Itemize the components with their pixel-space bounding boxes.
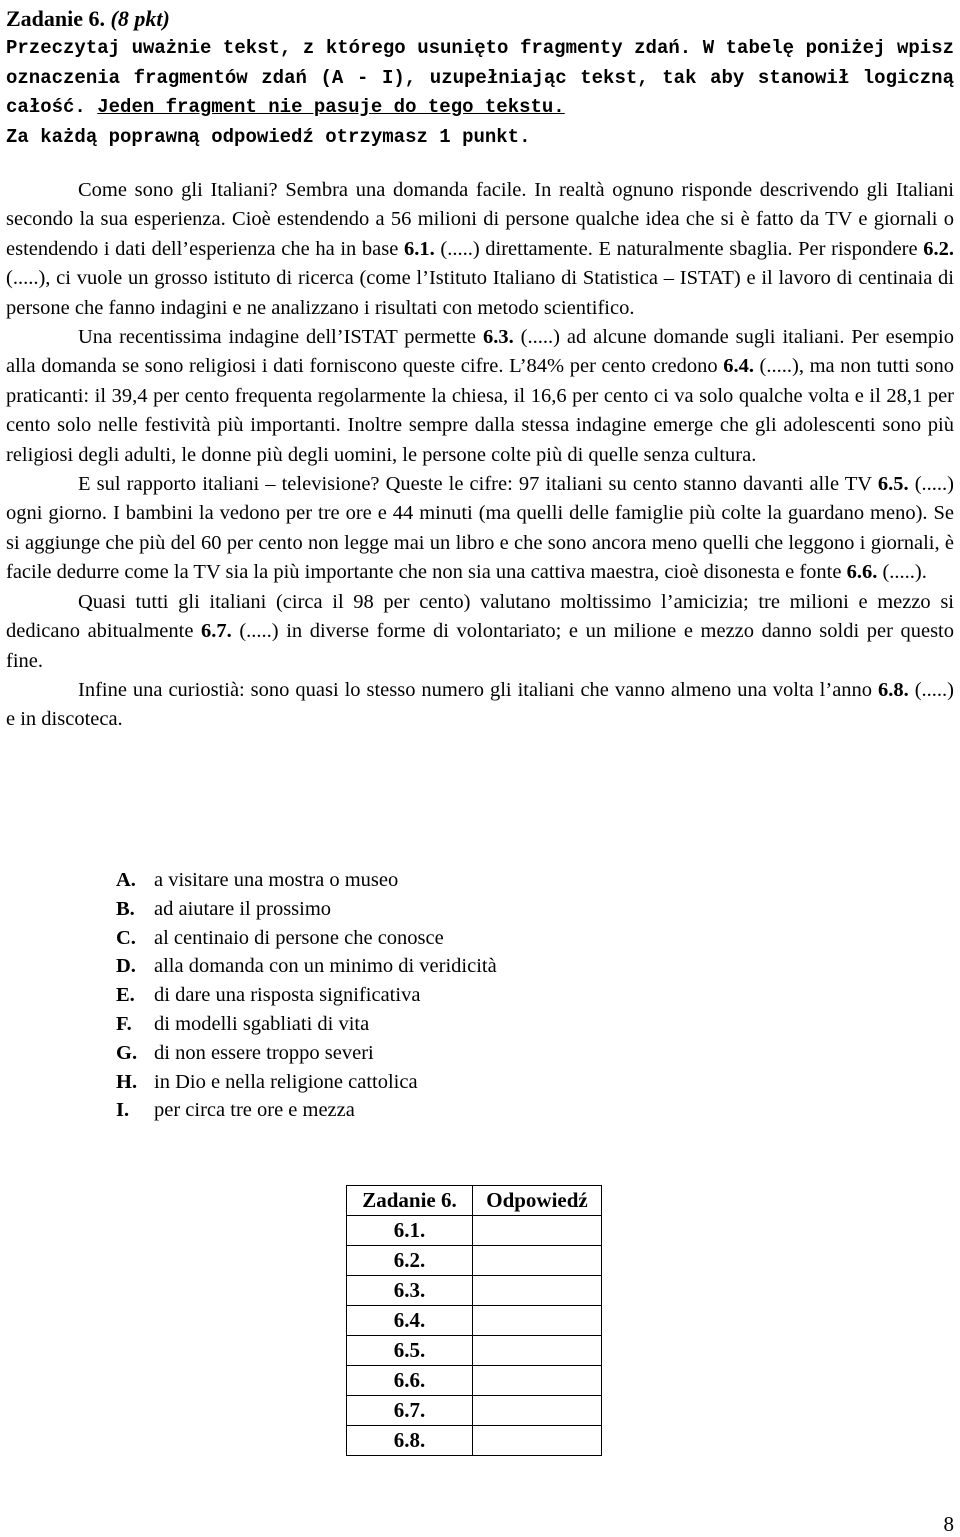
option-text: di modelli sgabliati di vita bbox=[154, 1012, 370, 1035]
task-title bbox=[6, 4, 954, 34]
text-segment: (.....), ma non tutti sono praticanti: il 39,4 per cento frequenta regolarmente la chiesa, il 16,6 per cento ci va solo qualche volta e il 28,1 per cento solo nelle festività più importanti. Inoltre sempre dalla stessa indagine emerge che gli adolescenti sono più religiosi degli adulti, le donne più degli uomini, le persone colte più di quelle senza cultura. bbox=[6, 355, 954, 466]
option-item bbox=[116, 895, 497, 924]
instructions-underlined: Jeden fragment nie pasuje do tego tekstu. bbox=[97, 96, 565, 118]
option-letter: H. bbox=[116, 1070, 138, 1093]
table-row bbox=[347, 1426, 602, 1456]
text-segment: Infine una curiostià: sono quasi lo stesso numero gli italiani che vanno almeno una volta l’anno bbox=[78, 678, 879, 701]
answer-cell[interactable] bbox=[473, 1366, 602, 1396]
reading-text bbox=[6, 176, 954, 735]
table-row bbox=[347, 1246, 602, 1276]
text-segment: (.....). bbox=[877, 561, 927, 584]
header-answer: Odpowiedź bbox=[473, 1186, 602, 1216]
task-points: (8 pkt) bbox=[110, 6, 170, 31]
page bbox=[6, 0, 954, 735]
answer-cell[interactable] bbox=[473, 1216, 602, 1246]
option-letter: D. bbox=[116, 955, 136, 978]
answer-table-header bbox=[347, 1186, 602, 1216]
option-text: a visitare una mostra o museo bbox=[154, 869, 399, 891]
option-letter: G. bbox=[116, 1041, 138, 1064]
answer-cell[interactable] bbox=[473, 1276, 602, 1306]
option-item bbox=[116, 1096, 497, 1125]
option-text: di dare una risposta significativa bbox=[154, 984, 421, 1007]
gap-label: 6.8. bbox=[878, 678, 909, 701]
text-segment: (.....) ad alcune domande sugli italiani. Per esempio alla domanda se sono religiosi i dati forniscono queste cifre. L’84% per cento credono bbox=[6, 326, 954, 378]
task-number: 6.8. bbox=[347, 1426, 473, 1456]
task-number: 6.4. bbox=[347, 1306, 473, 1336]
option-text: alla domanda con un minimo di veridicità bbox=[154, 955, 497, 978]
option-text: al centinaio di persone che conosce bbox=[154, 926, 444, 949]
text-segment: (.....) e in discoteca. bbox=[6, 678, 954, 731]
gap-label: 6.5. bbox=[877, 473, 909, 496]
gap-label: 6.1. bbox=[403, 237, 435, 260]
text-segment: (.....) ogni giorno. I bambini la vedono per tre ore e 44 minuti (ma quelli delle famiglie più colte la guardano meno). Se si aggiunge che più del 60 per cento non legge mai un libro e che sono ancora meno quelli che leggono i giornali, è facile dedurre come la TV sia la più importante che non sia una cattiva maestra, cioè disonesta e fonte bbox=[6, 473, 954, 584]
answer-cell[interactable] bbox=[473, 1426, 602, 1456]
paragraph-3 bbox=[6, 470, 954, 588]
gap-label: 6.7. bbox=[201, 620, 232, 643]
task-number: 6.6. bbox=[347, 1366, 473, 1396]
gap-label: 6.6. bbox=[846, 561, 878, 584]
table-row bbox=[347, 1336, 602, 1366]
option-item bbox=[116, 1039, 497, 1068]
option-item bbox=[116, 1010, 497, 1039]
paragraph-4 bbox=[6, 588, 954, 676]
option-item bbox=[116, 924, 497, 953]
text-segment: Una recentissima indagine dell’ISTAT permette bbox=[78, 326, 483, 349]
answer-table bbox=[346, 1185, 602, 1456]
option-letter: E. bbox=[116, 984, 135, 1007]
option-letter: B. bbox=[116, 897, 135, 920]
option-item bbox=[116, 866, 497, 895]
table-row bbox=[347, 1216, 602, 1246]
option-item bbox=[116, 952, 497, 981]
paragraph-5 bbox=[6, 676, 954, 735]
options-list bbox=[116, 866, 497, 1125]
task-number: 6.7. bbox=[347, 1396, 473, 1426]
header-task: Zadanie 6. bbox=[347, 1186, 473, 1216]
option-text: di non essere troppo severi bbox=[154, 1041, 374, 1064]
gap-label: 6.4. bbox=[723, 355, 754, 378]
option-letter: C. bbox=[116, 926, 136, 949]
text-segment: (.....) direttamente. E naturalmente sbaglia. Per rispondere bbox=[434, 237, 924, 260]
answer-cell[interactable] bbox=[473, 1396, 602, 1426]
option-letter: F. bbox=[116, 1012, 132, 1035]
text-segment: Come sono gli Italiani? Sembra una domanda facile. In realtà ognuno risponde descrivendo gli Italiani secondo la sua esperienza. Cioè estendendo a 56 milioni di persone qualche idea che si è fatto da TV e giornali o estendendo i dati dell’esperienza che ha in base bbox=[6, 179, 954, 260]
answer-cell[interactable] bbox=[473, 1306, 602, 1336]
option-letter: I. bbox=[116, 1099, 130, 1122]
instructions bbox=[6, 34, 954, 152]
task-number: 6.2. bbox=[347, 1246, 473, 1276]
text-segment: E sul rapporto italiani – televisione? Queste le cifre: 97 italiani su cento stanno davanti alle TV bbox=[78, 473, 878, 496]
text-segment: Quasi tutti gli italiani (circa il 98 per cento) valutano moltissimo l’amicizia; tre milioni e mezzo si dedicano abitualmente bbox=[6, 590, 954, 643]
task-number: 6.5. bbox=[347, 1336, 473, 1366]
page-number: 8 bbox=[943, 1512, 954, 1536]
table-row bbox=[347, 1396, 602, 1426]
option-letter: A. bbox=[116, 869, 136, 891]
text-segment: (.....), ci vuole un grosso istituto di ricerca (come l’Istituto Italiano di Statistica – ISTAT) e il lavoro di centinaia di persone che fanno indagini e ne analizzano i risultati con metodo scientifico. bbox=[6, 267, 954, 319]
table-row bbox=[347, 1366, 602, 1396]
instructions-text: Przeczytaj uważnie tekst, z którego usunięto fragmenty zdań. W tabelę poniżej wpisz oznaczenia fragmentów zdań (A - I), uzupełniając tekst, tak aby stanowił logiczną całość. bbox=[6, 37, 954, 118]
paragraph-1 bbox=[6, 176, 954, 323]
gap-label: 6.3. bbox=[482, 326, 514, 349]
task-label: Zadanie 6. bbox=[6, 6, 106, 31]
option-item bbox=[116, 981, 497, 1010]
option-text: per circa tre ore e mezza bbox=[154, 1099, 355, 1122]
gap-label: 6.2. bbox=[923, 237, 954, 260]
task-number: 6.3. bbox=[347, 1276, 473, 1306]
instructions-scoring: Za każdą poprawną odpowiedź otrzymasz 1 punkt. bbox=[6, 125, 531, 148]
option-item bbox=[116, 1068, 497, 1097]
answer-cell[interactable] bbox=[473, 1246, 602, 1276]
task-number: 6.1. bbox=[347, 1216, 473, 1246]
text-segment: (.....) in diverse forme di volontariato; e un milione e mezzo danno soldi per questo fine. bbox=[6, 620, 954, 672]
table-row bbox=[347, 1276, 602, 1306]
option-text: ad aiutare il prossimo bbox=[154, 897, 332, 920]
option-text: in Dio e nella religione cattolica bbox=[154, 1070, 418, 1093]
paragraph-2 bbox=[6, 323, 954, 470]
table-row bbox=[347, 1306, 602, 1336]
answer-cell[interactable] bbox=[473, 1336, 602, 1366]
